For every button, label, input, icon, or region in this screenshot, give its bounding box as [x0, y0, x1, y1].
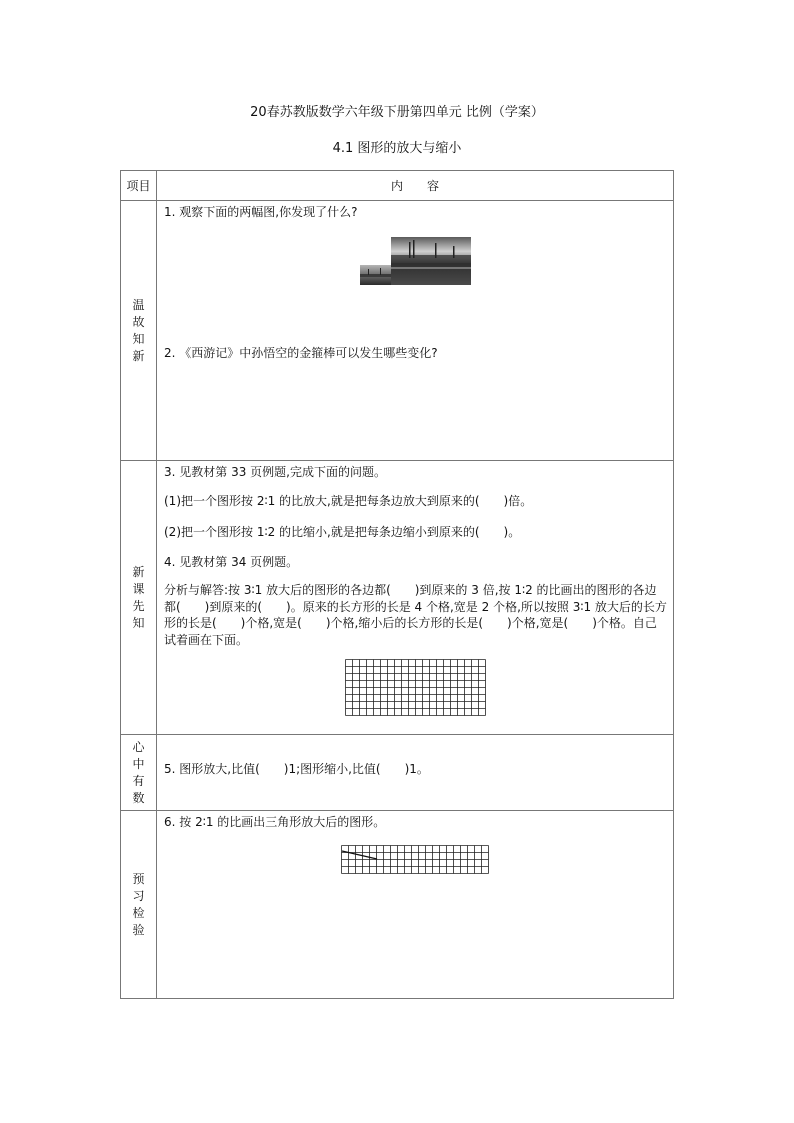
header-content: 内 容 [157, 171, 674, 201]
section-label-summary: 心 中 有 数 [121, 735, 157, 811]
section-preview [121, 461, 674, 735]
small-photo [360, 265, 391, 285]
question-3: 3. 见教材第 33 页例题,完成下面的问题。 [164, 465, 386, 479]
large-photo [391, 237, 471, 285]
document-title: 20春苏教版数学六年级下册第四单元 比例（学案） [250, 105, 544, 120]
section-check [121, 811, 674, 999]
section-content-check [157, 811, 674, 999]
worksheet-table [120, 170, 674, 999]
section-content-preview [157, 461, 674, 735]
document-subtitle: 4.1 图形的放大与缩小 [332, 141, 462, 156]
question-3-part-2: (2)把一个图形按 1∶2 的比缩小,就是把每条边缩小到原来的( )。 [164, 525, 521, 539]
section-label-preview: 新 课 先 知 [121, 461, 157, 735]
question-3-part-1: (1)把一个图形按 2∶1 的比放大,就是把每条边放大到原来的( )倍。 [164, 494, 533, 508]
question-5: 5. 图形放大,比值( )1;图形缩小,比值( )1。 [164, 762, 429, 776]
header-item: 项目 [121, 171, 157, 201]
table-header-row [121, 171, 674, 201]
section-summary [121, 735, 674, 811]
section-label-check: 预 习 检 验 [121, 811, 157, 999]
question-4-analysis: 分析与解答:按 3∶1 放大后的图形的各边都( )到原来的 3 倍,按 1∶2 的比画出的图形的各边都( )到原来的( )。原来的长方形的长是 4 个格,宽是 2 个格,所以按照 3∶1 放大后的长方形的长是( )个格,宽是( )个格,缩小后的长方形的长是( )个格,宽是( )个格。自己试着画在下面。 [164, 583, 667, 647]
section-content-summary [157, 735, 674, 811]
section-content-review [157, 201, 674, 461]
section-label-review: 温 故 知 新 [121, 201, 157, 461]
drawing-grid-1[interactable] [345, 659, 488, 716]
question-1: 1. 观察下面的两幅图,你发现了什么? [164, 205, 358, 219]
question-6: 6. 按 2∶1 的比画出三角形放大后的图形。 [164, 815, 386, 829]
section-review [121, 201, 674, 461]
drawing-grid-2[interactable] [341, 845, 492, 876]
question-2: 2. 《西游记》中孙悟空的金箍棒可以发生哪些变化? [164, 346, 438, 360]
question-4: 4. 见教材第 34 页例题。 [164, 555, 299, 569]
